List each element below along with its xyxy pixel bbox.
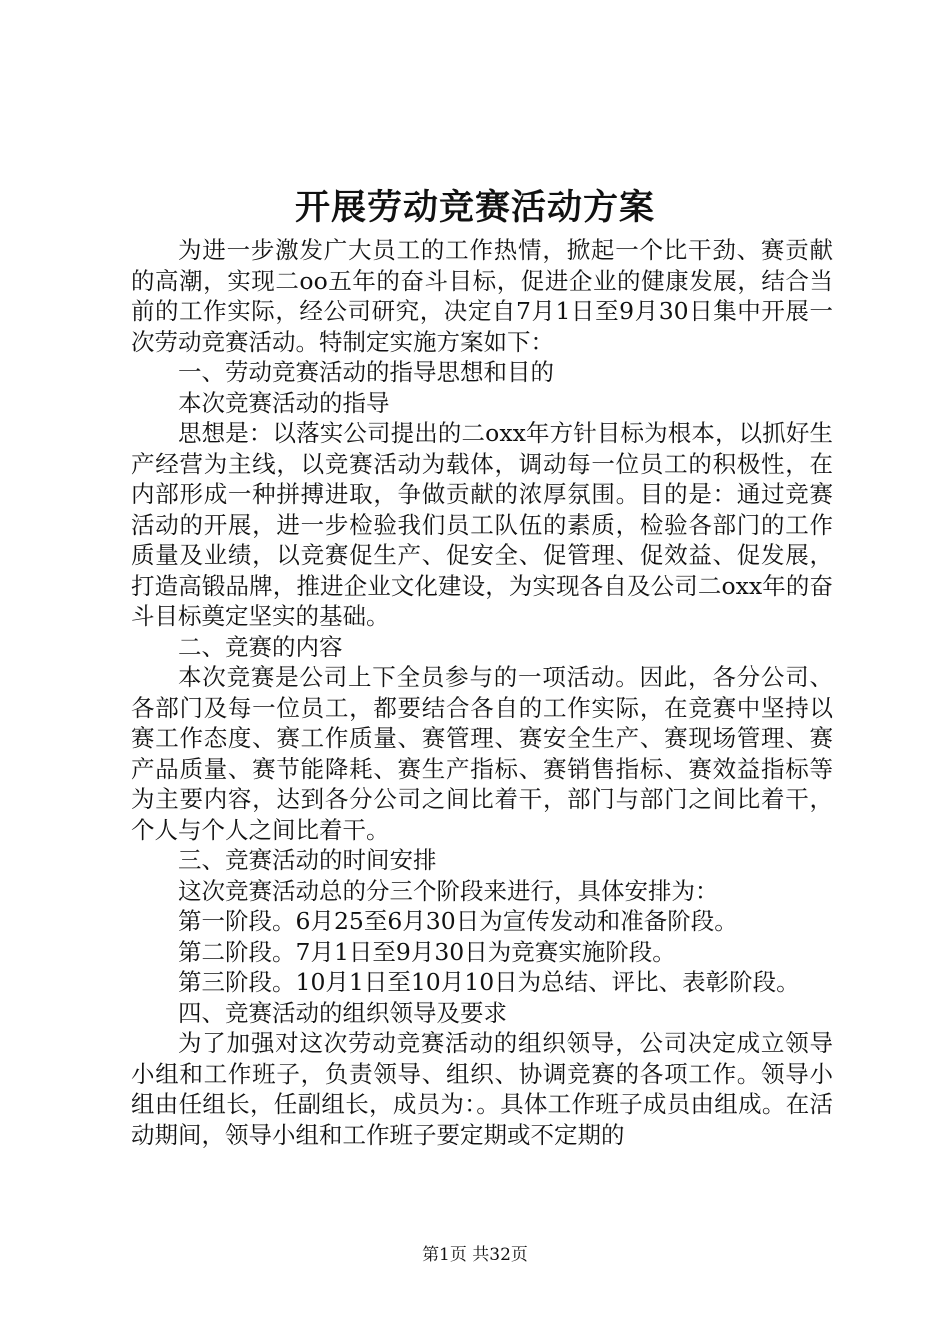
paragraph: 这次竞赛活动总的分三个阶段来进行，具体安排为： [178, 876, 719, 905]
section-heading-2: 二、竞赛的内容 [178, 632, 343, 661]
section-heading-3: 三、竞赛活动的时间安排 [178, 846, 437, 874]
paragraph-phase-2: 第二阶段。7月1日至9月30日为竞赛实施阶段。 [178, 937, 676, 966]
section-heading-1: 一、劳动竞赛活动的指导思想和目的 [178, 358, 554, 386]
document-body [131, 235, 833, 1150]
paragraph-phase-3: 第三阶段。10月1日至10月10日为总结、评比、表彰阶段。 [178, 968, 800, 996]
paragraph-phase-1: 第一阶段。6月25至6月30日为宣传发动和准备阶段。 [178, 907, 738, 935]
paragraph: 为了加强对这次劳动竞赛活动的组织领导，公司决定成立领导小组和工作班子，负责领导、组织、协调竞赛的各项工作。领导小组由任组长，任副组长，成员为：。具体工作班子成员由组成。在活动期间，领导小组和工作班子要定期或不定期的 [131, 1029, 833, 1149]
paragraph: 本次竞赛是公司上下全员参与的一项活动。因此，各分公司、各部门及每一位员工，都要结合各自的工作实际，在竞赛中坚持以赛工作态度、赛工作质量、赛管理、赛安全生产、赛现场管理、赛产品质量、赛节能降耗、赛生产指标、赛销售指标、赛效益指标等为主要内容，达到各分公司之间比着干，部门与部门之间比着干，个人与个人之间比着干。 [131, 663, 833, 844]
page-footer: 第1页 共32页 [422, 1245, 528, 1265]
document-title: 开展劳动竞赛活动方案 [294, 187, 655, 228]
paragraph: 本次竞赛活动的指导 [178, 388, 390, 417]
paragraph-intro: 为进一步激发广大员工的工作热情，掀起一个比干劲、赛贡献的高潮，实现二oo五年的奋斗目标，促进企业的健康发展，结合当前的工作实际，经公司研究，决定自7月1日至9月30日集中开展一次劳动竞赛活动。特制定实施方案如下： [131, 236, 833, 356]
section-heading-4: 四、竞赛活动的组织领导及要求 [178, 998, 507, 1027]
paragraph: 思想是：以落实公司提出的二oxx年方针目标为根本，以抓好生产经营为主线，以竞赛活动为载体，调动每一位员工的积极性，在内部形成一种拼搏进取，争做贡献的浓厚氛围。目的是：通过竞赛活动的开展，进一步检验我们员工队伍的素质，检验各部门的工作质量及业绩，以竞赛促生产、促安全、促管理、促效益、促发展，打造高锻品牌，推进企业文化建设，为实现各自及公司二oxx年的奋斗目标奠定坚实的基础。 [131, 419, 833, 630]
